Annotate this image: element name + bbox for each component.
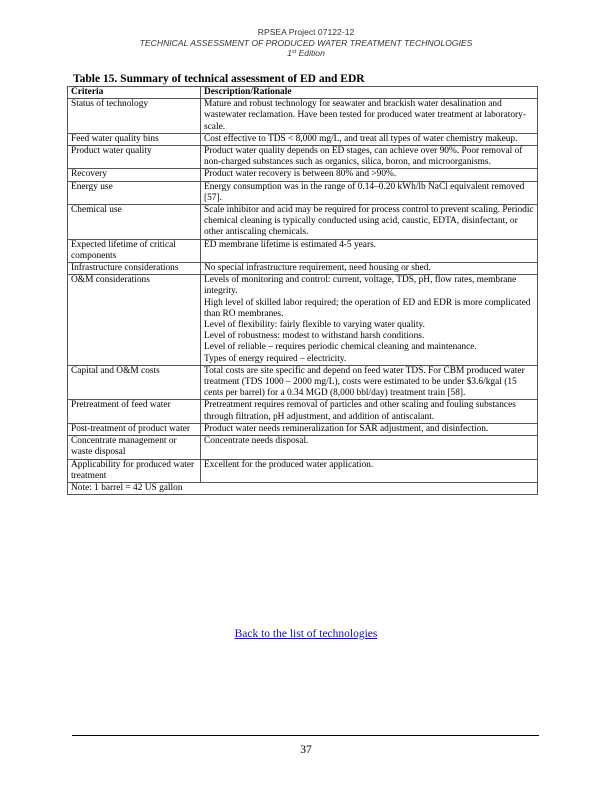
- criteria-cell: Expected lifetime of critical components: [68, 239, 201, 262]
- table-row: [68, 263, 538, 275]
- description-cell: Pretreatment requires removal of particles and other scaling and fouling substances through filtration, pH adjustment, and addition of antiscalant.: [201, 400, 538, 423]
- summary-table: [67, 86, 538, 495]
- criteria-cell: Chemical use: [68, 205, 201, 240]
- description-cell: Product water recovery is between 80% and >90%.: [201, 169, 538, 181]
- project-id: RPSEA Project 07122-12: [257, 27, 355, 37]
- description-cell: Product water quality depends on ED stages, can achieve over 90%. Poor removal of non-charged substances such as organics, silica, boron, and microorganisms.: [201, 146, 538, 169]
- table-note-row: [68, 482, 538, 494]
- table-row: [68, 436, 538, 459]
- criteria-cell: Applicability for produced water treatment: [68, 459, 201, 482]
- table-row: [68, 400, 538, 423]
- description-cell: Product water needs remineralization for SAR adjustment, and disinfection.: [201, 423, 538, 435]
- column-header-criteria: Criteria: [68, 87, 201, 99]
- description-cell: Cost effective to TDS < 8,000 mg/L, and treat all types of water chemistry makeup.: [201, 133, 538, 145]
- edition-number: 1: [287, 48, 292, 58]
- criteria-cell: Infrastructure considerations: [68, 263, 201, 275]
- footer-divider: [72, 735, 539, 736]
- table-row: [68, 133, 538, 145]
- table-row: [68, 146, 538, 169]
- edition-word: Edition: [298, 48, 325, 58]
- description-cell: Mature and robust technology for seawater and brackish water desalination and wastewater reclamation. Have been tested for produced water treatment at laboratory-scale.: [201, 99, 538, 134]
- table-row: [68, 205, 538, 240]
- criteria-cell: Status of technology: [68, 99, 201, 134]
- description-cell: Scale inhibitor and acid may be required for process control to prevent scaling. Periodic chemical cleaning is typically conducted using acid, caustic, EDTA, disinfectant, or other antiscaling chemicals.: [201, 205, 538, 240]
- table-title: Table 15. Summary of technical assessment of ED and EDR: [73, 73, 365, 85]
- criteria-cell: Post-treatment of product water: [68, 423, 201, 435]
- page-number: 37: [300, 744, 312, 756]
- criteria-cell: Concentrate management or waste disposal: [68, 436, 201, 459]
- running-header: [0, 27, 612, 59]
- description-cell: Total costs are site specific and depend on feed water TDS. For CBM produced water treatment (TDS 1000 – 2000 mg/L), costs were estimated to be under $3.6/kgal (15 cents per barrel) for a 0.34 MGD (8,000 bbl/day) treatment train [58].: [201, 365, 538, 400]
- description-line: Level of reliable – requires periodic chemical cleaning and maintenance.: [204, 342, 477, 353]
- report-title: TECHNICAL ASSESSMENT OF PRODUCED WATER TREATMENT TECHNOLOGIES: [139, 37, 473, 48]
- criteria-cell: O&M considerations: [68, 275, 201, 366]
- table-row: [68, 239, 538, 262]
- criteria-cell: Energy use: [68, 181, 201, 204]
- description-cell: [201, 275, 538, 366]
- criteria-cell: Capital and O&M costs: [68, 365, 201, 400]
- table-row: [68, 459, 538, 482]
- description-line: High level of skilled labor required; the operation of ED and EDR is more complicated than RO membranes.: [204, 297, 531, 319]
- criteria-cell: Pretreatment of feed water: [68, 400, 201, 423]
- table-row: [68, 275, 538, 366]
- criteria-cell: Recovery: [68, 169, 201, 181]
- back-to-technologies-link[interactable]: Back to the list of technologies: [234, 628, 378, 640]
- table-row: [68, 169, 538, 181]
- table-header-row: [68, 87, 538, 99]
- column-header-description: Description/Rationale: [201, 87, 538, 99]
- description-line: Level of robustness: modest to withstand harsh conditions.: [204, 331, 425, 342]
- table-row: [68, 423, 538, 435]
- table-row: [68, 99, 538, 134]
- description-cell: ED membrane lifetime is estimated 4-5 years.: [201, 239, 538, 262]
- table-row: [68, 181, 538, 204]
- description-line: Levels of monitoring and control: current, voltage, TDS, pH, flow rates, membrane integrity.: [204, 275, 517, 297]
- description-cell: No special infrastructure requirement, need housing or shed.: [201, 263, 538, 275]
- edition: [0, 48, 612, 59]
- description-cell: Energy consumption was in the range of 0.14–0.20 kWh/lb NaCl equivalent removed [57].: [201, 181, 538, 204]
- edition-suffix: st: [291, 49, 297, 55]
- criteria-cell: Product water quality: [68, 146, 201, 169]
- description-cell: Excellent for the produced water application.: [201, 459, 538, 482]
- criteria-cell: Feed water quality bins: [68, 133, 201, 145]
- description-cell: Concentrate needs disposal.: [201, 436, 538, 459]
- table-row: [68, 365, 538, 400]
- table-note: Note: 1 barrel = 42 US gallon: [68, 482, 538, 494]
- description-line: Level of flexibility: fairly flexible to varying water quality.: [204, 320, 425, 331]
- description-line: Types of energy required – electricity.: [204, 353, 347, 364]
